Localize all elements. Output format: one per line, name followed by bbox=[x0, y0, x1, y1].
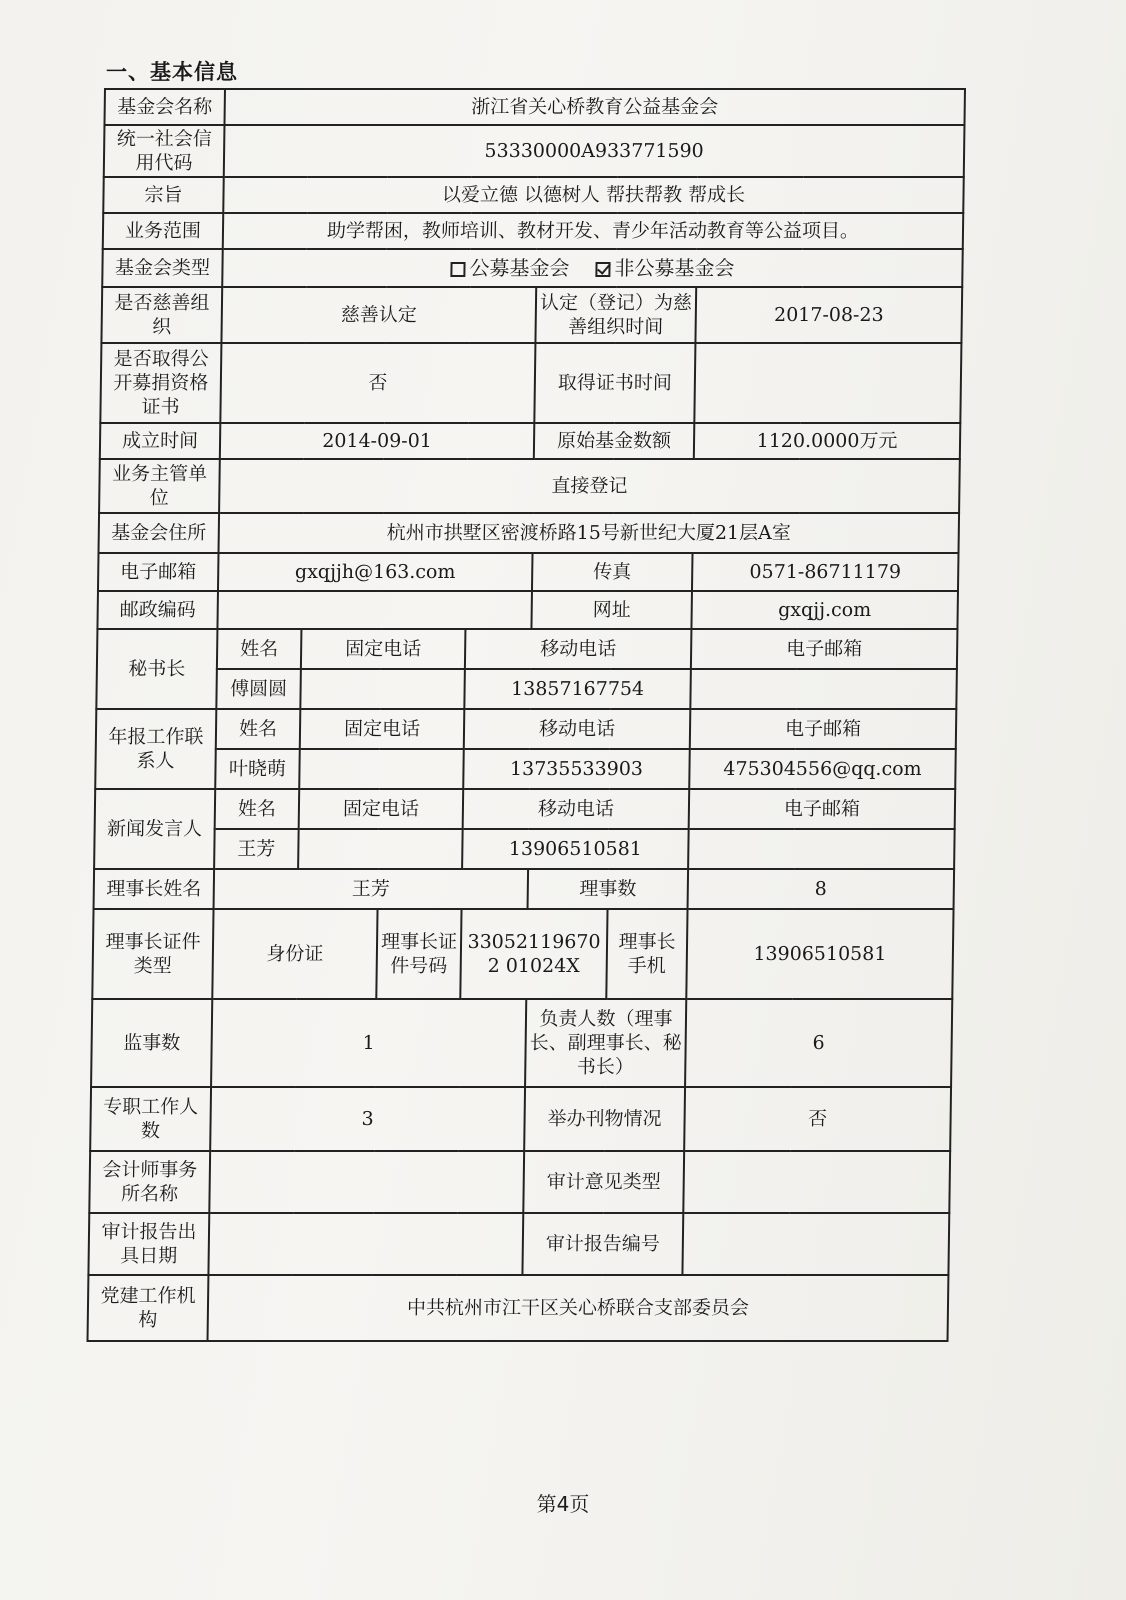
report-contact-email-header: 电子邮箱 bbox=[690, 709, 957, 749]
audit-opinion-value bbox=[683, 1151, 950, 1213]
spokesperson-email-header: 电子邮箱 bbox=[689, 789, 956, 829]
row-spokesperson-values bbox=[94, 829, 955, 869]
fund-value: 1120.0000万元 bbox=[694, 423, 961, 459]
fax-label: 传真 bbox=[532, 553, 693, 591]
chairman-mobile-value: 13906510581 bbox=[686, 909, 953, 999]
spokesperson-mobile-header: 移动电话 bbox=[463, 789, 690, 829]
spokesperson-phone bbox=[298, 829, 463, 869]
established-label: 成立时间 bbox=[100, 423, 221, 459]
row-party bbox=[88, 1275, 949, 1341]
staff-label: 专职工作人数 bbox=[90, 1087, 211, 1151]
credit-code-value: 53330000A933771590 bbox=[224, 125, 965, 177]
website-value: gxqjj.com bbox=[691, 591, 958, 629]
supervisor-label: 业务主管单位 bbox=[99, 459, 220, 513]
row-spokesperson-header bbox=[95, 789, 956, 829]
publication-value: 否 bbox=[684, 1087, 951, 1151]
option-nonpublic bbox=[595, 256, 734, 280]
email-value: gxqjjh@163.com bbox=[218, 553, 533, 591]
row-audit bbox=[88, 1213, 949, 1275]
audit-opinion-label: 审计意见类型 bbox=[523, 1151, 684, 1213]
report-contact-mobile: 13735533903 bbox=[463, 749, 690, 789]
report-contact-email: 475304556@qq.com bbox=[689, 749, 956, 789]
fund-label: 原始基金数额 bbox=[534, 423, 695, 459]
id-type-value: 身份证 bbox=[212, 909, 377, 999]
row-address bbox=[99, 513, 960, 553]
id-number-label: 理事长证件号码 bbox=[376, 909, 461, 999]
row-report-contact-values bbox=[95, 749, 956, 789]
secretary-label: 秘书长 bbox=[96, 629, 217, 709]
row-foundation-type bbox=[102, 249, 963, 287]
chairman-name-value: 王芳 bbox=[214, 869, 529, 909]
secretary-phone-header: 固定电话 bbox=[301, 629, 466, 669]
scope-value: 助学帮困，教师培训、教材开发、青少年活动教育等公益项目。 bbox=[223, 213, 964, 249]
section-title: 一、基本信息 bbox=[106, 60, 238, 84]
row-chairman-id bbox=[92, 909, 953, 999]
charity-date-label: 认定（登记）为慈善组织时间 bbox=[535, 287, 696, 343]
audit-date-value bbox=[208, 1213, 523, 1275]
supervisors-value: 1 bbox=[211, 999, 526, 1087]
row-secretary-header bbox=[97, 629, 958, 669]
chairman-name-label: 理事长姓名 bbox=[94, 869, 215, 909]
report-contact-phone-header: 固定电话 bbox=[300, 709, 465, 749]
supervisor-value: 直接登记 bbox=[219, 459, 960, 513]
spokesperson-email bbox=[688, 829, 955, 869]
purpose-label: 宗旨 bbox=[103, 177, 224, 213]
leaders-label: 负责人数（理事长、副理事长、秘书长） bbox=[525, 999, 686, 1087]
row-accounting bbox=[89, 1151, 950, 1213]
address-value: 杭州市拱墅区密渡桥路15号新世纪大厦21层A室 bbox=[219, 513, 960, 553]
secretary-email-header: 电子邮箱 bbox=[691, 629, 958, 669]
fundraising-value: 否 bbox=[220, 343, 535, 423]
supervisors-label: 监事数 bbox=[91, 999, 212, 1087]
page-number: 第4页 bbox=[536, 1492, 590, 1516]
report-contact-name-header: 姓名 bbox=[216, 709, 301, 749]
foundation-type-label: 基金会类型 bbox=[102, 249, 223, 287]
purpose-value: 以爱立德 以德树人 帮扶帮教 帮成长 bbox=[223, 177, 964, 213]
row-report-contact-header bbox=[96, 709, 957, 749]
secretary-email bbox=[690, 669, 957, 709]
spokesperson-label: 新闻发言人 bbox=[94, 789, 215, 869]
foundation-name-label: 基金会名称 bbox=[104, 89, 225, 125]
secretary-mobile: 13857167754 bbox=[464, 669, 691, 709]
address-label: 基金会住所 bbox=[99, 513, 220, 553]
accounting-firm-label: 会计师事务所名称 bbox=[89, 1151, 210, 1213]
cert-date-label: 取得证书时间 bbox=[534, 343, 695, 423]
board-count-value: 8 bbox=[688, 869, 955, 909]
option-public-label: 公募基金会 bbox=[469, 255, 570, 280]
fax-value: 0571-86711179 bbox=[692, 553, 959, 591]
staff-value: 3 bbox=[210, 1087, 525, 1151]
row-charity bbox=[101, 287, 962, 343]
leaders-value: 6 bbox=[685, 999, 952, 1087]
row-supervisor bbox=[99, 459, 960, 513]
party-value: 中共杭州市江干区关心桥联合支部委员会 bbox=[208, 1275, 949, 1341]
postal-label: 邮政编码 bbox=[97, 591, 218, 629]
email-label: 电子邮箱 bbox=[98, 553, 219, 591]
audit-report-no-value bbox=[682, 1213, 949, 1275]
row-fundraising bbox=[100, 343, 961, 423]
accounting-firm-value bbox=[209, 1151, 524, 1213]
foundation-name-value: 浙江省关心桥教育公益基金会 bbox=[224, 89, 965, 125]
charity-date-value: 2017-08-23 bbox=[695, 287, 962, 343]
fundraising-label: 是否取得公开募捐资格证书 bbox=[100, 343, 221, 423]
website-label: 网址 bbox=[531, 591, 692, 629]
row-supervisors bbox=[91, 999, 952, 1087]
charity-value: 慈善认定 bbox=[221, 287, 536, 343]
row-staff bbox=[90, 1087, 951, 1151]
row-scope bbox=[103, 213, 964, 249]
party-label: 党建工作机构 bbox=[88, 1275, 209, 1341]
spokesperson-phone-header: 固定电话 bbox=[299, 789, 464, 829]
public-checkbox[interactable] bbox=[450, 262, 465, 277]
secretary-name: 傅圆圆 bbox=[216, 669, 301, 709]
audit-report-no-label: 审计报告编号 bbox=[522, 1213, 683, 1275]
row-credit-code bbox=[104, 125, 965, 177]
row-chairman-name bbox=[94, 869, 955, 909]
report-contact-name: 叶晓萌 bbox=[215, 749, 300, 789]
postal-value bbox=[217, 591, 532, 629]
option-nonpublic-label: 非公募基金会 bbox=[614, 255, 735, 280]
row-postal bbox=[97, 591, 958, 629]
id-type-label: 理事长证件类型 bbox=[92, 909, 213, 999]
report-contact-label: 年报工作联系人 bbox=[95, 709, 216, 789]
established-value: 2014-09-01 bbox=[220, 423, 535, 459]
foundation-type-options bbox=[222, 249, 963, 287]
secretary-phone bbox=[300, 669, 465, 709]
charity-label: 是否慈善组织 bbox=[101, 287, 222, 343]
row-purpose bbox=[103, 177, 964, 213]
report-contact-mobile-header: 移动电话 bbox=[464, 709, 691, 749]
secretary-mobile-header: 移动电话 bbox=[465, 629, 692, 669]
spokesperson-name-header: 姓名 bbox=[215, 789, 300, 829]
chairman-mobile-label: 理事长手机 bbox=[606, 909, 687, 999]
report-contact-phone bbox=[299, 749, 464, 789]
option-public bbox=[450, 256, 569, 280]
row-email bbox=[98, 553, 959, 591]
row-foundation-name bbox=[104, 89, 965, 125]
publication-label: 举办刊物情况 bbox=[524, 1087, 685, 1151]
id-number-value: 330521196702 01024X bbox=[460, 909, 607, 999]
row-established bbox=[100, 423, 961, 459]
cert-date-value bbox=[694, 343, 961, 423]
row-secretary-values bbox=[96, 669, 957, 709]
scope-label: 业务范围 bbox=[103, 213, 224, 249]
spokesperson-mobile: 13906510581 bbox=[462, 829, 689, 869]
spokesperson-name: 王芳 bbox=[214, 829, 299, 869]
basic-info-table bbox=[86, 88, 966, 1342]
audit-date-label: 审计报告出具日期 bbox=[88, 1213, 209, 1275]
secretary-name-header: 姓名 bbox=[217, 629, 302, 669]
credit-code-label: 统一社会信用代码 bbox=[104, 125, 225, 177]
board-count-label: 理事数 bbox=[528, 869, 689, 909]
nonpublic-checkbox[interactable] bbox=[595, 262, 610, 277]
